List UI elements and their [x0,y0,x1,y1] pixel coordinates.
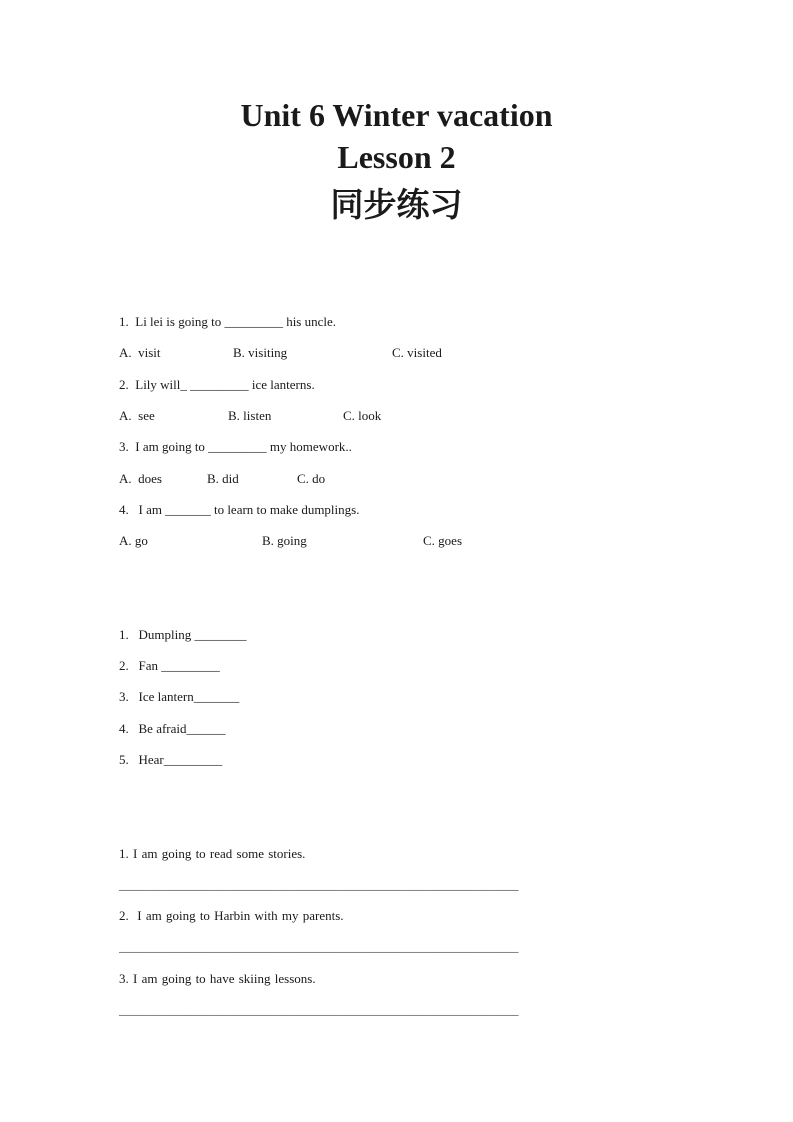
vocab-item-2: 2. Fan _________ [119,658,220,673]
mcq-q3-option-a: A. does [119,471,162,486]
mcq-q1-option-a: A. visit [119,345,161,360]
translation-sentence-2: 2. I am going to Harbin with my parents. [119,908,344,923]
mcq-q1-option-b: B. visiting [233,345,288,360]
vocab-item-3: 3. Ice lantern_______ [119,689,240,704]
mcq-question-1: 1. Li lei is going to _________ his uncle. [119,314,337,329]
translation-answer-line-2: _____________________________________________________________ [119,939,519,954]
mcq-question-3: 3. I am going to _________ my homework.. [119,439,352,454]
translation-answer-line-1: _____________________________________________________________ [119,877,519,892]
mcq-q2-option-c: C. look [343,408,382,423]
mcq-q4-option-a: A. go [119,533,148,548]
mcq-q4-option-b: B. going [262,533,307,548]
mcq-q2-option-a: A. see [119,408,155,423]
vocab-item-5: 5. Hear_________ [119,752,223,767]
mcq-question-4: 4. I am _______ to learn to make dumplings. [119,502,360,517]
mcq-options-4 [119,533,793,613]
page-subtitle-chinese: 同步练习 [330,185,463,224]
mcq-q4-option-c: C. goes [423,533,462,548]
mcq-q3-option-c: C. do [297,471,326,486]
translation-sentence-3: 3. I am going to have skiing lessons. [119,971,316,986]
title-block [0,94,793,178]
translation-answer-line-3: _____________________________________________________________ [119,1002,519,1017]
translation-sentence-1: 1. I am going to read some stories. [119,846,306,861]
page-title-line2: Lesson 2 [337,139,456,175]
page-title-line1: Unit 6 Winter vacation [240,97,553,133]
vocab-item-1: 1. Dumpling ________ [119,627,247,642]
mcq-question-2: 2. Lily will_ _________ ice lanterns. [119,377,315,392]
mcq-q1-option-c: C. visited [392,345,442,360]
vocab-item-4: 4. Be afraid______ [119,721,226,736]
mcq-q2-option-b: B. listen [228,408,272,423]
mcq-q3-option-b: B. did [207,471,239,486]
